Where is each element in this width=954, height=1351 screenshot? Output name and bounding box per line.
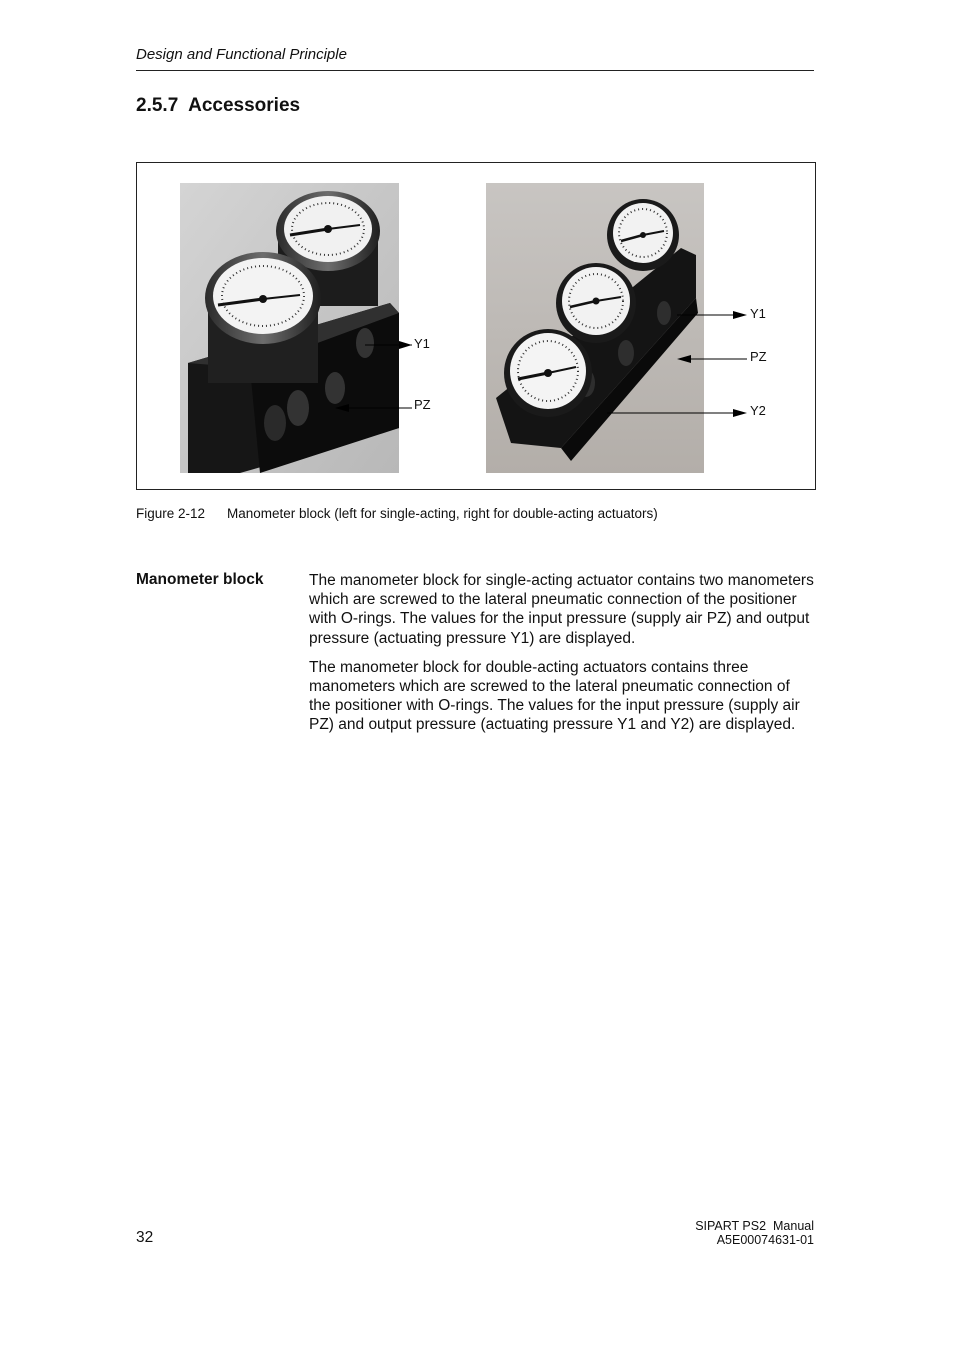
section-title: Accessories: [188, 95, 301, 116]
right-callout-lines: [137, 163, 815, 489]
caption-text: Manometer block (left for single‑acting, right for double‑acting actuators): [227, 506, 658, 521]
callout-pz-left: PZ: [414, 397, 431, 412]
footer-document-info: [695, 1219, 814, 1247]
section-heading: [136, 95, 300, 117]
callout-pz-right: PZ: [750, 349, 767, 364]
header-rule: [136, 70, 814, 71]
section-number: 2.5.7: [136, 95, 179, 116]
callout-y2-right: Y2: [750, 403, 766, 418]
side-heading: Manometer block: [136, 571, 264, 588]
order-number: A5E00074631-01: [716, 1233, 814, 1247]
paragraph: The manometer block for single‑acting actuator contains two manometers which are screwed to the lateral pneumatic connection of the positioner with O‑rings. The values for the input pressure (supply air PZ) and output pressure (actuating pressure Y1) are displayed.: [309, 572, 814, 647]
paragraph: The manometer block for double‑acting actuators contains three manometers which are screwed to the lateral pneumatic connection of the positioner with O‑rings. The values for the input pressure (supply air PZ) and output pressure (actuating pressure Y1 and Y2) are displayed.: [309, 658, 800, 734]
callout-y1-right: Y1: [750, 306, 766, 321]
figure-caption: [136, 506, 658, 521]
page-number: 32: [136, 1229, 154, 1246]
body-text: [309, 571, 814, 745]
callout-y1-left: Y1: [414, 336, 430, 351]
caption-number: Figure 2-12: [136, 506, 206, 521]
running-head: Design and Functional Principle: [136, 46, 347, 63]
manual-title: SIPART PS2 Manual: [695, 1219, 814, 1233]
figure-frame: [136, 162, 816, 490]
